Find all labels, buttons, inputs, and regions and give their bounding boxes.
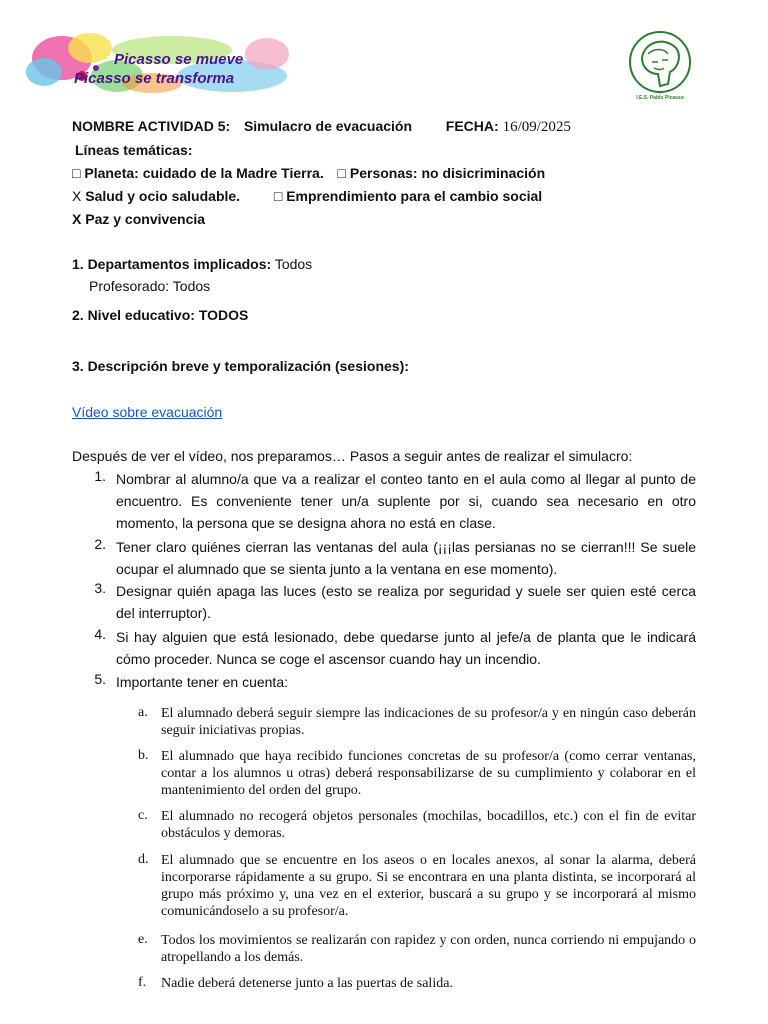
list-number: 5. [94, 671, 106, 687]
linea-item: Planeta: cuidado de la Madre Tierra. [84, 165, 324, 181]
sublist-letter: d. [138, 852, 149, 867]
sublist-text: Nadie deberá detenerse junto a las puertas de salida. [161, 976, 453, 991]
sublist-text: Todos los movimientos se realizarán con rapidez y con orden, nunca corriendo ni empujando o atropellando a los demás. [161, 933, 696, 965]
nivel-value: TODOS [198, 307, 249, 323]
descripcion-heading: 3. Descripción breve y temporalización (sesiones): [72, 358, 409, 374]
list-text: Tener claro quiénes cierran las ventanas del aula (¡¡¡las persianas no se cierran!!! Se suele ocupar el alumnado que se sienta junto a la ventana en ese momento). [116, 539, 696, 577]
sublist-letter: b. [138, 748, 149, 763]
date-label: FECHA: [445, 118, 499, 134]
list-text: Designar quién apaga las luces (esto se realiza por seguridad y suele ser quien esté cerca del interruptor). [116, 583, 696, 621]
checkbox-mark: X [72, 188, 82, 204]
intro-text: Después de ver el vídeo, nos preparamos… Pasos a seguir antes de realizar el simulacro: [72, 448, 633, 464]
list-number: 1. [94, 468, 106, 484]
linea-item: Personas: no disicriminación [349, 165, 546, 181]
video-link[interactable]: Vídeo sobre evacuación [72, 404, 223, 420]
checkbox-mark: □ [273, 188, 283, 204]
lineas-row-3 [72, 211, 205, 227]
lineas-row-2 [72, 188, 542, 204]
linea-item: Emprendimiento para el cambio social [286, 188, 543, 204]
sublist-text: El alumnado deberá seguir siempre las indicaciones de su profesor/a y en ningún caso deberán seguir iniciativas propias. [161, 706, 696, 738]
sublist-text: El alumnado que haya recibido funciones concretas de su profesor/a (como cerrar ventanas, contar a los alumnos u otras) deberá responsabilizarse de su cumplimiento y colaborar en el mantenimiento del orden del grupo. [161, 749, 696, 798]
banner-line-2: Picasso se transforma [74, 70, 235, 87]
date-value: 16/09/2025 [502, 119, 571, 135]
departamentos-row [72, 256, 312, 272]
activity-title-row [72, 118, 571, 136]
list-number: 4. [94, 626, 106, 642]
sublist-text: El alumnado no recogerá objetos personales (mochilas, bocadillos, etc.) con el fin de evitar obstáculos y demoras. [161, 809, 696, 841]
sublist-letter: c. [138, 808, 148, 823]
departamentos-label: 1. Departamentos implicados: [72, 256, 272, 272]
banner-line-1: Picasso se mueve [114, 51, 244, 68]
lineas-title: Líneas temáticas: [75, 142, 193, 158]
list-text: Importante tener en cuenta: [116, 674, 288, 690]
activity-name: Simulacro de evacuación [243, 118, 413, 134]
checkbox-mark: □ [337, 165, 346, 181]
lineas-row-1 [72, 165, 545, 181]
list-number: 2. [94, 536, 106, 552]
school-logo-caption: I.E.S. Pablo Picasso [636, 95, 684, 101]
sublist-text: El alumnado que se encuentre en los aseos o en locales anexos, al sonar la alarma, deberá incorporarse rápidamente a su grupo. Si se encontrara en una planta distinta, se incorporará al grupo más próximo y, una vez en el exterior, buscará a su grupo y se incorporará al mismo comunicándoselo a su profesor/a. [161, 853, 696, 919]
nivel-label: 2. Nivel educativo: [72, 307, 195, 323]
checkbox-mark: □ [72, 165, 81, 181]
list-text: Nombrar al alumno/a que va a realizar el conteo tanto en el aula como al llegar al punto de encuentro. Es conveniente tener un/a suplente por si, cuando sea necesario en otro momento, la persona que se designa ahora no está en clase. [116, 471, 696, 531]
picasso-banner-logo [22, 28, 292, 98]
list-text: Si hay alguien que está lesionado, debe quedarse junto al jefe/a de planta que le indicará cómo proceder. Nunca se coge el ascensor cuando hay un incendio. [116, 629, 696, 667]
linea-item: Paz y convivencia [85, 211, 206, 227]
linea-item: Salud y ocio saludable. [85, 188, 241, 204]
checkbox-mark: X [72, 211, 82, 227]
sublist-letter: a. [138, 705, 148, 720]
sublist-letter: f. [138, 975, 147, 990]
departamentos-value: Todos [274, 256, 313, 272]
nivel-row [72, 307, 248, 323]
profesorado-row: Profesorado: Todos [89, 278, 211, 294]
sublist-letter: e. [138, 932, 148, 947]
activity-label: NOMBRE ACTIVIDAD 5: [72, 118, 231, 134]
list-number: 3. [94, 580, 106, 596]
